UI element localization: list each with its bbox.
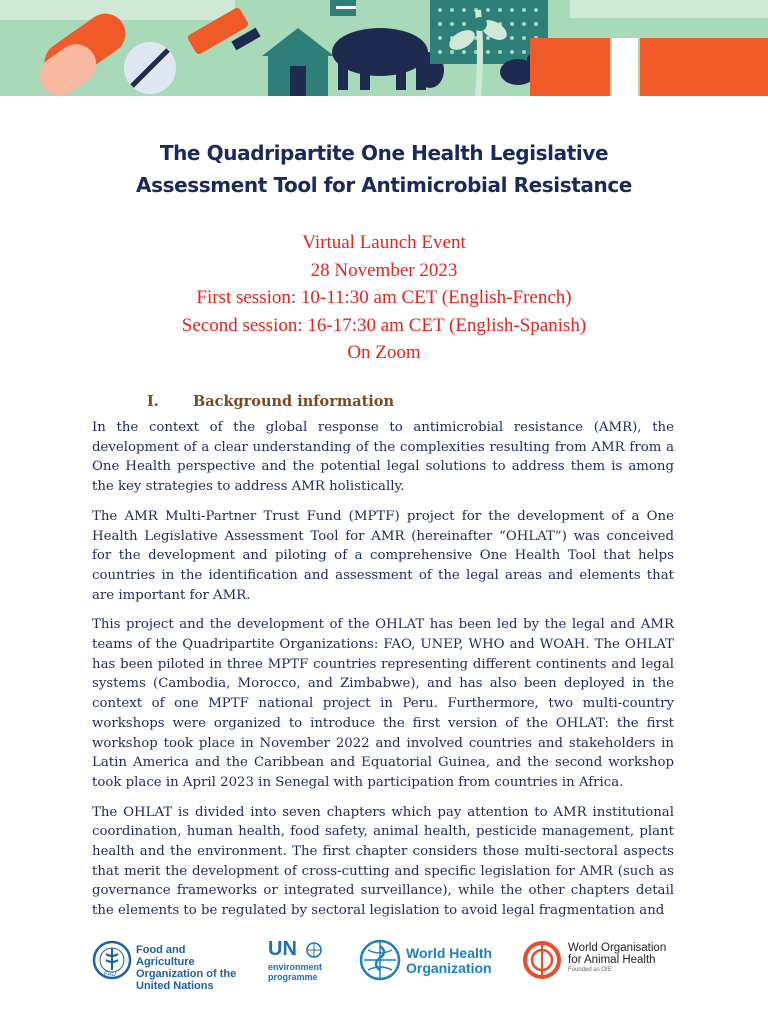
unep-logo: [268, 938, 338, 984]
woah-emblem-icon: [522, 940, 562, 980]
woah-logo: [522, 938, 682, 984]
section-title: Background information: [193, 393, 395, 410]
woah-line-3: Founded as OIE: [568, 967, 612, 973]
event-details: [60, 229, 708, 367]
partner-logos: [0, 932, 768, 992]
paragraph: In the context of the global response to antimicrobial resistance (AMR), the development of a clear understanding of the complexities resulting from AMR from a One Health perspective and the potential legal solutions to address them is among the key strategies to address AMR holistically.: [92, 420, 674, 495]
un-globe-icon: [306, 942, 322, 958]
who-logo: [358, 938, 498, 984]
who-line-1: World Health: [406, 945, 493, 961]
unep-mark: UN: [268, 938, 297, 960]
paragraph: This project and the development of the OHLAT has been led by the legal and AMR teams of the Quadripartite Organizations: FAO, UNEP, WHO and WOAH. The OHLAT has been piloted in three MPTF countries representing different continents and legal systems (Cambodia, Morocco, and Zimbabwe), and has also been deployed in the context of one MPTF national project in Peru. Furthermore, two multi-country workshops were organized to introduce the first version of the OHLAT: the first workshop took place in November 2022 and involved countries and stakeholders in Latin America and the Caribbean and Equatorial Guinea, and the second workshop took place in April 2023 in Senegal with participation from countries in Africa.: [92, 617, 674, 790]
header-banner: [0, 0, 768, 96]
event-platform: On Zoom: [347, 342, 421, 363]
unep-line-2: programme: [268, 972, 318, 982]
banner-illustration: [0, 0, 768, 96]
event-name: Virtual Launch Event: [302, 232, 466, 253]
title-line-1: The Quadripartite One Health Legislative: [159, 141, 609, 165]
body-text: [92, 418, 674, 931]
fao-emblem-text: FAO: [104, 972, 117, 978]
who-line-2: Organization: [406, 960, 492, 976]
event-date: 28 November 2023: [310, 259, 458, 281]
section-heading: [147, 392, 394, 412]
event-session-2: Second session: 16-17:30 am CET (English-Spanish): [181, 314, 587, 336]
fao-name-line-1: Food and Agriculture: [136, 944, 195, 968]
woah-line-2: for Animal Health: [568, 954, 656, 966]
paragraph: The OHLAT is divided into seven chapters which pay attention to AMR institutional coordination, human health, food safety, animal health, pesticide management, plant health and the environment. The first chapter considers those multi-sectoral aspects that merit the development of cross-cutting and specific legislation for AMR (such as governance frameworks or integrated surveillance), while the other chapters detail the elements to be regulated by sectoral legislation to avoid legal fragmentation and: [92, 804, 674, 919]
who-emblem-icon: [358, 938, 402, 982]
section-number: I.: [147, 393, 159, 410]
document-title: [60, 137, 708, 201]
paragraph: The AMR Multi-Partner Trust Fund (MPTF) project for the development of a One Health Legislative Assessment Tool for AMR (hereinafter “OHLAT”) was conceived for the development and piloting of a comprehensive One Health Tool that helps countries in the identification and assessment of the legal areas and elements that are important for AMR.: [92, 508, 674, 603]
woah-line-1: World Organisation: [568, 942, 667, 954]
fao-name-line-2: Organization of the: [136, 968, 237, 980]
fao-logo: [92, 940, 242, 992]
unep-line-1: environment: [268, 962, 323, 972]
fao-name-line-3: United Nations: [136, 980, 214, 992]
event-session-1: First session: 10-11:30 am CET (English-French): [196, 287, 572, 308]
title-line-2: Assessment Tool for Antimicrobial Resistance: [136, 173, 632, 197]
